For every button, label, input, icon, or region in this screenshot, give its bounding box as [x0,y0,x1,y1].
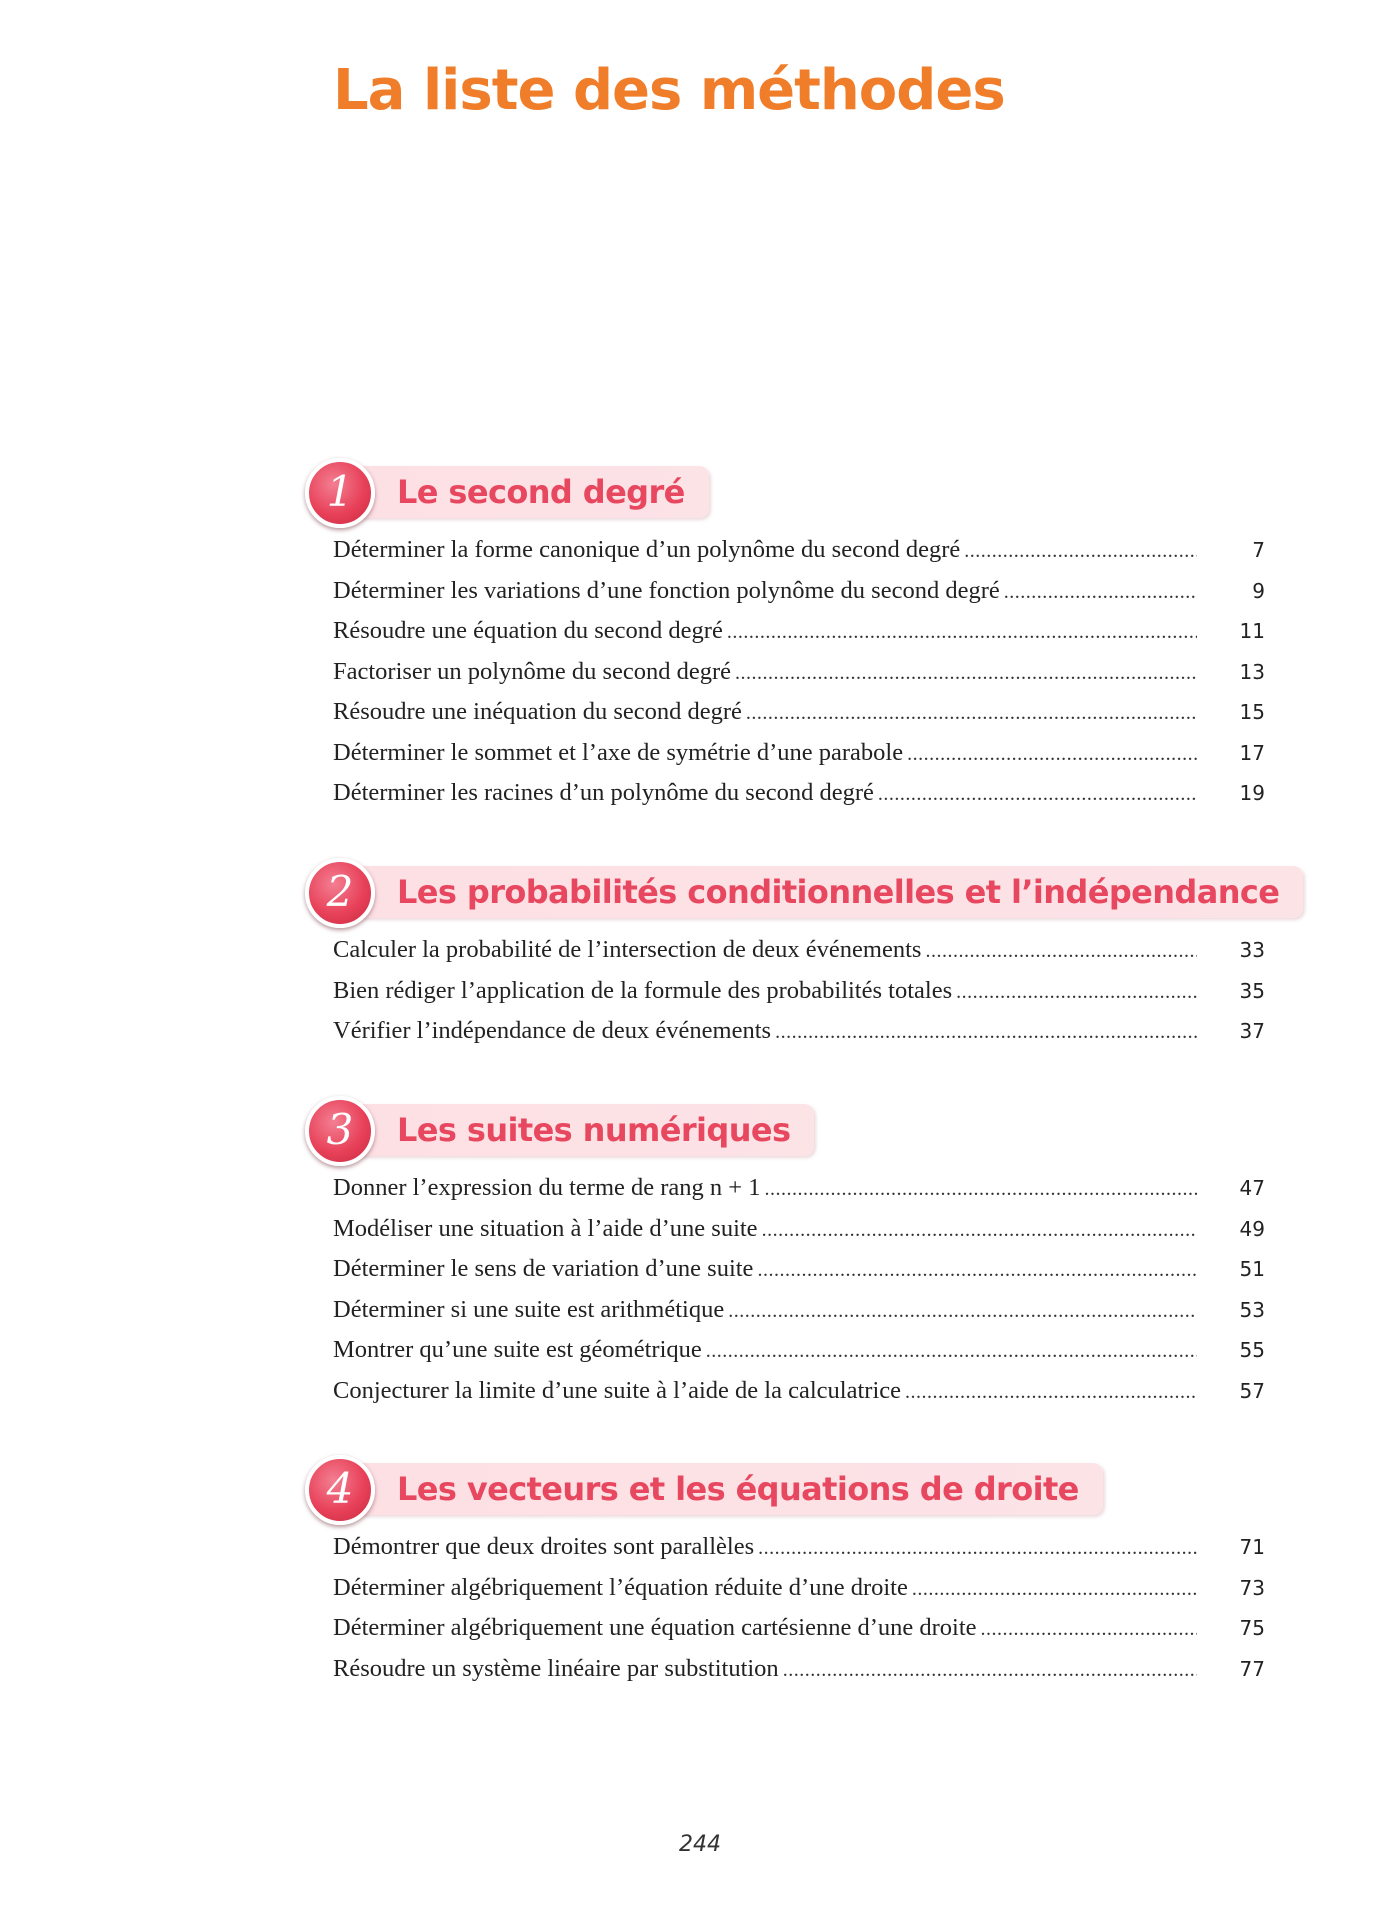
toc-entry[interactable] [333,1655,1265,1696]
section-title: Les suites numériques [397,1111,791,1149]
section-number-badge [305,1096,375,1166]
page-title: La liste des méthodes [333,58,1005,123]
entry-title: Résoudre un système linéaire par substitution [333,1654,779,1682]
toc-entry[interactable] [333,698,1265,739]
section-title: Les probabilités conditionnelles et l’indépendance [397,873,1280,911]
entry-title: Montrer qu’une suite est géométrique [333,1336,702,1363]
section-1 [305,458,1265,820]
section-number: 2 [326,867,354,916]
section-number: 3 [326,1105,354,1154]
entry-page-number: 53 [1239,1297,1265,1322]
section-header [305,458,1265,530]
toc-entry[interactable] [333,1377,1265,1418]
entry-page-number: 35 [1239,978,1265,1003]
entry-title: Bien rédiger l’application de la formule des probabilités totales [333,976,953,1004]
dot-leader [905,1381,1197,1404]
entry-page-number: 73 [1239,1575,1265,1600]
dot-leader [1004,581,1197,604]
dot-leader [764,1178,1197,1201]
section-header [305,1455,1265,1527]
entry-title: Déterminer si une suite est arithmétique [333,1295,725,1323]
toc-entry[interactable] [333,1215,1265,1256]
dot-leader [746,702,1197,725]
toc-entry[interactable] [333,739,1265,780]
section-2 [305,858,1280,1058]
toc-entry[interactable] [333,936,1265,977]
dot-leader [783,1659,1197,1682]
dot-leader [728,1300,1197,1323]
toc-entry[interactable] [333,1336,1265,1377]
section-number: 4 [326,1464,354,1513]
entry-page-number: 33 [1239,938,1265,962]
toc-entry[interactable] [333,1533,1265,1574]
dot-leader [735,662,1197,685]
toc-entry[interactable] [333,1574,1265,1615]
dot-leader [956,981,1197,1004]
dot-leader [981,1618,1197,1641]
toc-entry[interactable] [333,577,1265,618]
method-list [333,1533,1265,1695]
entry-page-number: 75 [1239,1616,1265,1640]
section-number: 1 [326,467,354,516]
entry-page-number: 57 [1239,1378,1265,1403]
method-list [333,536,1265,820]
section-title: Le second degré [397,473,685,511]
entry-page-number: 51 [1239,1257,1265,1281]
entry-page-number: 13 [1239,659,1265,684]
section-number-badge [305,1455,375,1525]
entry-title: Déterminer le sens de variation d’une suite [333,1255,754,1282]
dot-leader [912,1578,1197,1601]
entry-title: Déterminer les variations d’une fonction polynôme du second degré [333,576,1000,604]
toc-entry[interactable] [333,536,1265,577]
entry-title: Vérifier l’indépendance de deux événements [333,1017,772,1044]
entry-title: Déterminer les racines d’un polynôme du second degré [333,779,874,806]
dot-leader [762,1219,1197,1242]
dot-leader [907,743,1197,766]
method-list [333,936,1265,1058]
dot-leader [757,1259,1197,1282]
entry-title: Résoudre une inéquation du second degré [333,698,742,725]
toc-entry[interactable] [333,1296,1265,1337]
entry-page-number: 55 [1239,1338,1265,1362]
entry-page-number: 71 [1239,1535,1265,1559]
section-title-band [345,466,709,518]
dot-leader [964,540,1197,563]
entry-title: Déterminer algébriquement une équation cartésienne d’une droite [333,1614,977,1641]
toc-entry[interactable] [333,1614,1265,1655]
toc-entry[interactable] [333,1017,1265,1058]
toc-entry[interactable] [333,977,1265,1018]
section-number-badge [305,858,375,928]
entry-title: Démontrer que deux droites sont parallèles [333,1533,755,1560]
entry-page-number: 9 [1252,578,1265,603]
entry-title: Déterminer algébriquement l’équation réduite d’une droite [333,1573,908,1601]
entry-page-number: 37 [1239,1019,1265,1043]
entry-page-number: 15 [1239,700,1265,724]
entry-page-number: 77 [1239,1656,1265,1681]
dot-leader [925,940,1197,963]
dot-leader [758,1537,1197,1560]
entry-page-number: 11 [1239,619,1265,643]
toc-entry[interactable] [333,658,1265,699]
toc-entry[interactable] [333,1174,1265,1215]
entry-title: Modéliser une situation à l’aide d’une suite [333,1214,758,1242]
section-header [305,858,1280,930]
entry-title: Résoudre une équation du second degré [333,617,723,644]
toc-entry[interactable] [333,779,1265,820]
dot-leader [775,1021,1197,1044]
section-title-band [345,1104,814,1156]
dot-leader [727,621,1197,644]
entry-title: Donner l’expression du terme de rang n + 1 [333,1174,761,1201]
page-number: 244 [679,1832,721,1857]
section-title-band [345,1463,1103,1515]
entry-title: Déterminer le sommet et l’axe de symétrie d’une parabole [333,738,904,766]
toc-entry[interactable] [333,1255,1265,1296]
dot-leader [706,1340,1197,1363]
section-header [305,1096,1265,1168]
entry-page-number: 49 [1239,1216,1265,1241]
entry-title: Calculer la probabilité de l’intersection de deux événements [333,936,922,963]
toc-entry[interactable] [333,617,1265,658]
section-title-band [345,866,1303,918]
section-4 [305,1455,1265,1695]
entry-title: Conjecturer la limite d’une suite à l’aide de la calculatrice [333,1376,901,1404]
section-title: Les vecteurs et les équations de droite [397,1470,1079,1508]
entry-title: Factoriser un polynôme du second degré [333,657,732,685]
section-3 [305,1096,1265,1417]
entry-page-number: 7 [1252,538,1265,562]
section-number-badge [305,458,375,528]
entry-page-number: 47 [1239,1176,1265,1200]
entry-page-number: 17 [1239,740,1265,765]
entry-page-number: 19 [1239,781,1265,805]
entry-title: Déterminer la forme canonique d’un polynôme du second degré [333,536,961,563]
method-list [333,1174,1265,1417]
dot-leader [878,783,1197,806]
